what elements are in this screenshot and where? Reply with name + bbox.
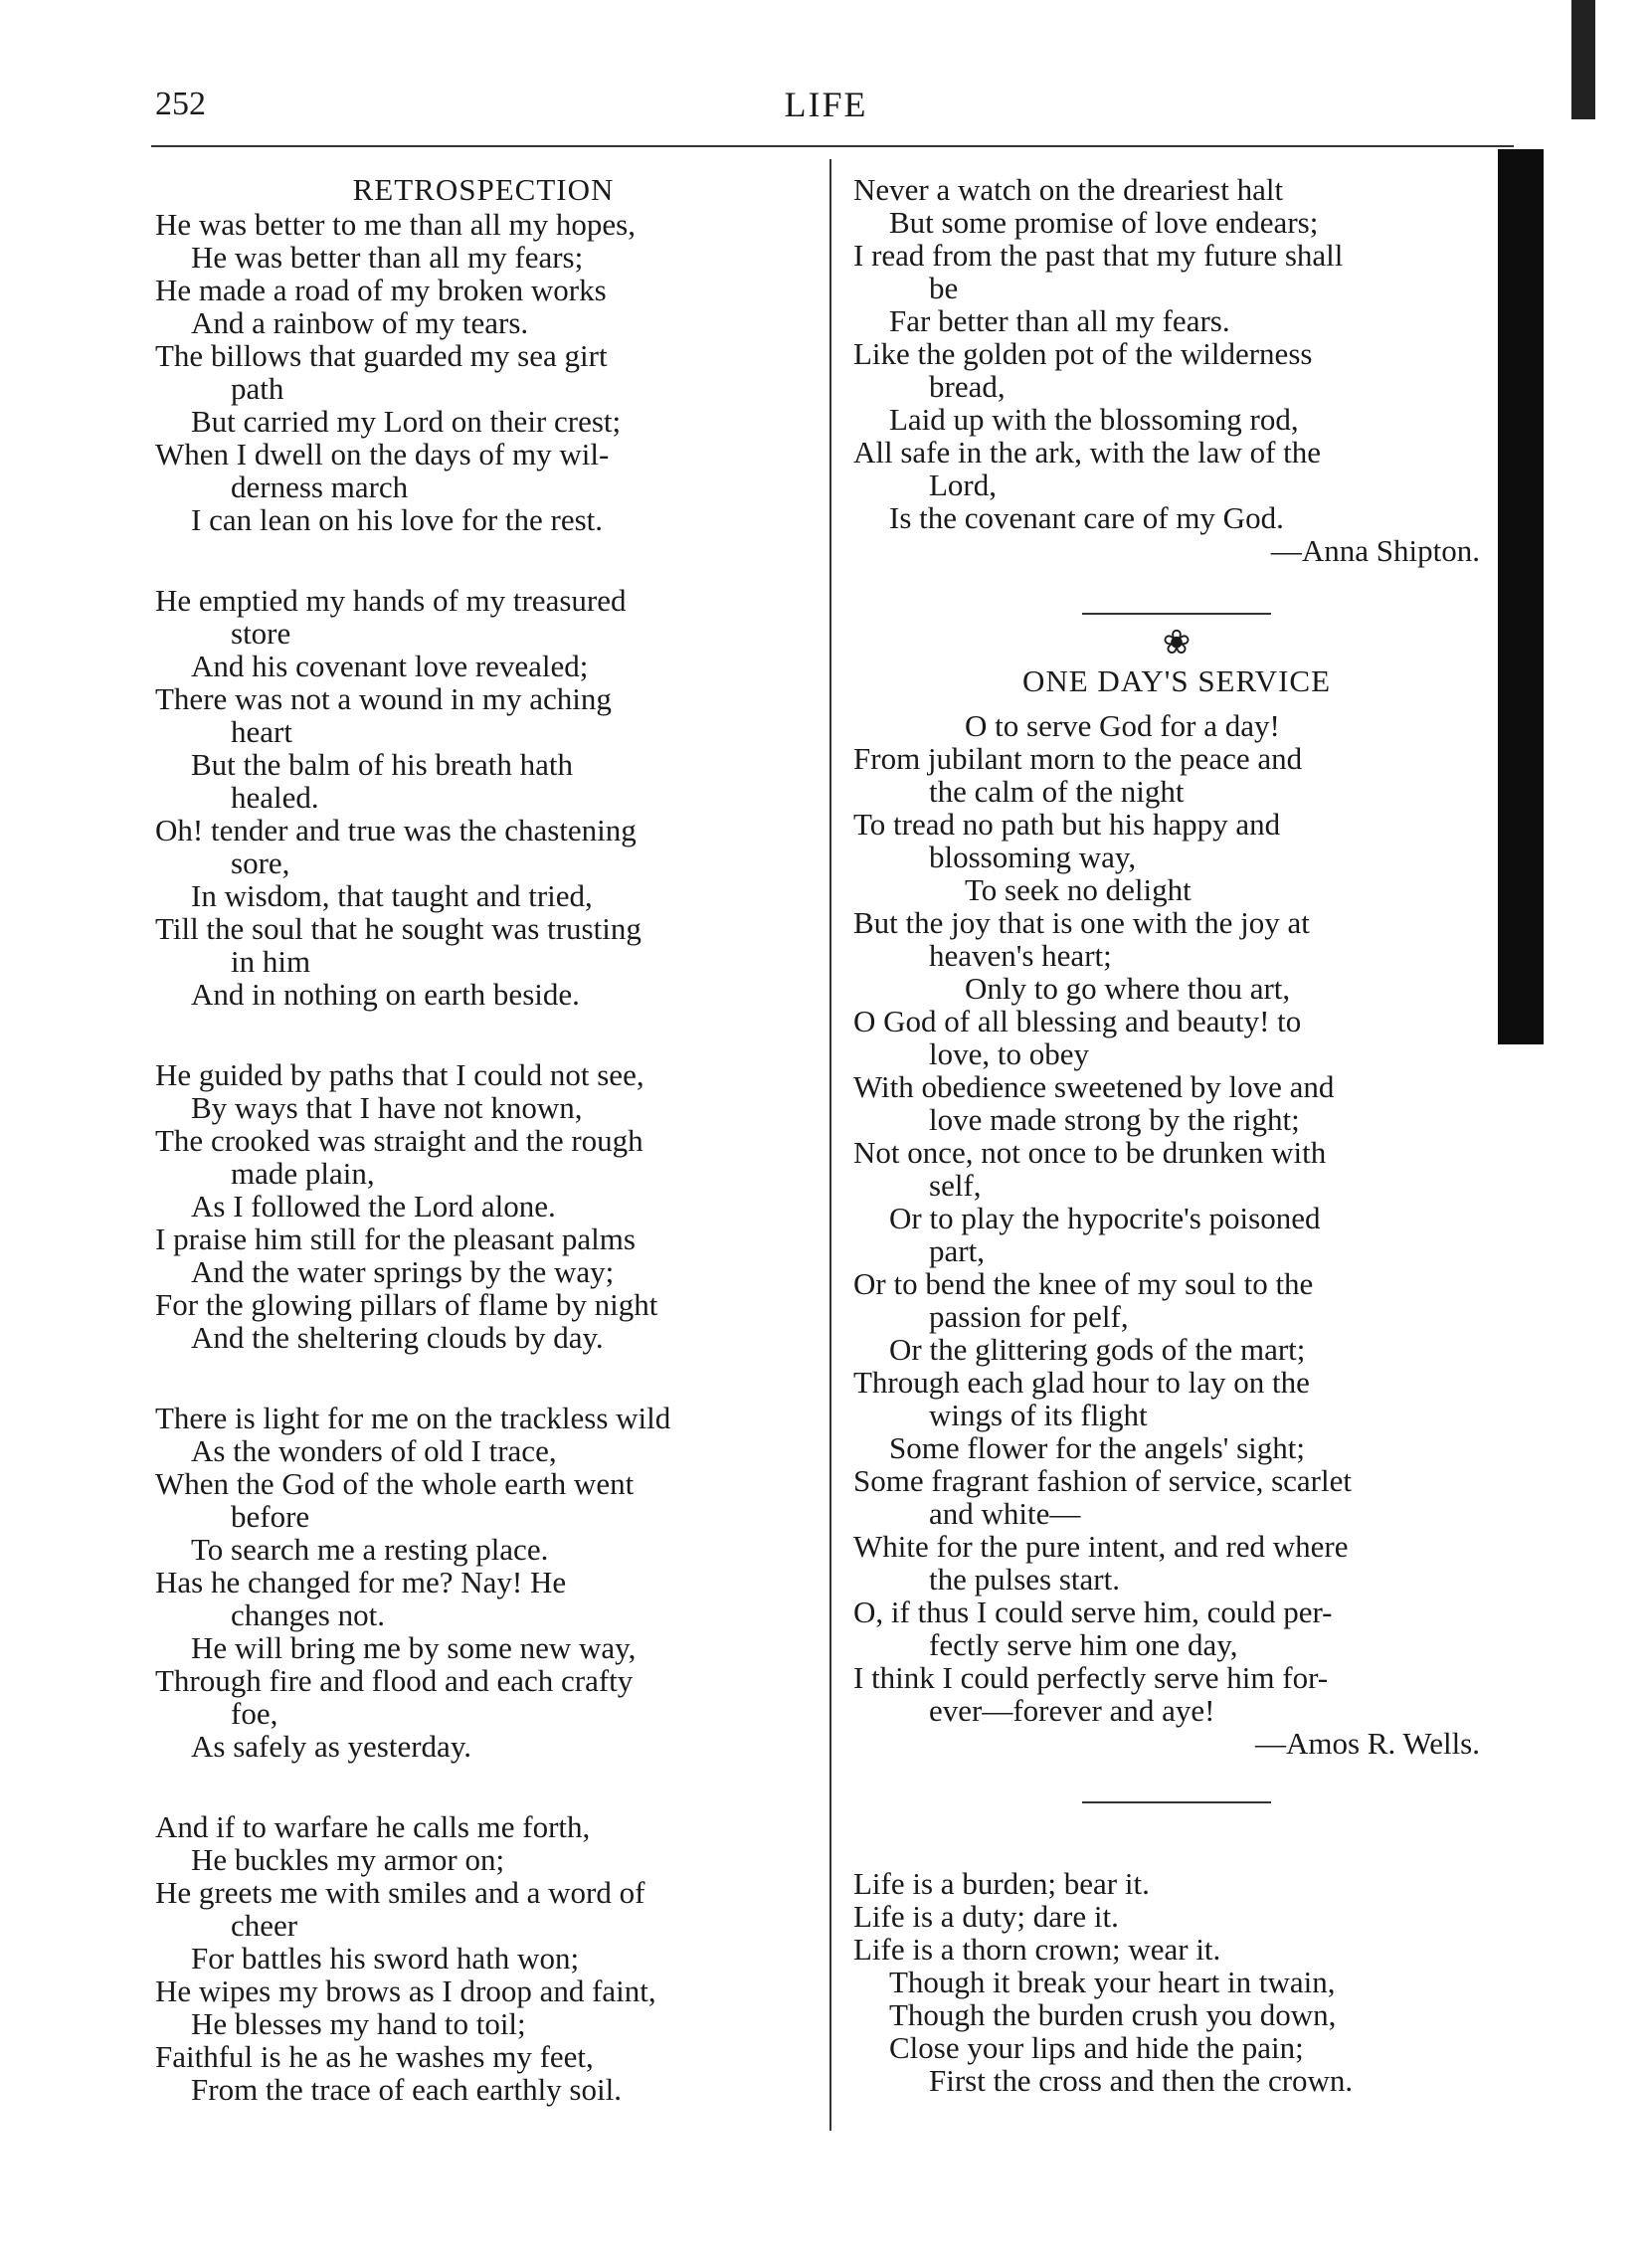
poem-line: I can lean on his love for the rest.	[191, 502, 604, 537]
poem-line: Life is a burden; bear it.	[853, 1866, 1150, 1901]
one-days-service-lines	[853, 709, 1500, 1727]
poem-line: wings of its flight	[929, 1398, 1148, 1432]
poem-line: He made a road of my broken works	[155, 273, 607, 307]
poem-line: O, if thus I could serve him, could per-	[853, 1595, 1333, 1629]
poem-line: Though the burden crush you down,	[889, 1997, 1337, 2032]
poem-line: Or to play the hypocrite's poisoned	[889, 1201, 1321, 1235]
poem-line: the calm of the night	[929, 774, 1185, 809]
poem-line: The crooked was straight and the rough	[155, 1123, 643, 1158]
poem-line: part,	[929, 1233, 985, 1268]
stanza	[155, 208, 812, 536]
author-anna-shipton: —Anna Shipton.	[1270, 533, 1480, 568]
poem-line: path	[231, 371, 284, 406]
poem-line: And his covenant love revealed;	[191, 649, 589, 683]
poem-line: Though it break your heart in twain,	[889, 1965, 1336, 1999]
running-title: LIFE	[784, 85, 868, 124]
poem-line: Like the golden pot of the wilderness	[853, 336, 1313, 371]
author-amos-wells: —Amos R. Wells.	[1254, 1726, 1480, 1761]
poem-line: Till the soul that he sought was trusting	[155, 911, 642, 946]
stanza	[155, 1810, 812, 2106]
poem-line: And if to warfare he calls me forth,	[155, 1809, 591, 1844]
poem-line: He blesses my hand to toil;	[191, 2006, 526, 2041]
poem-line: Oh! tender and true was the chastening	[155, 813, 637, 847]
poem-line: I read from the past that my future shall	[853, 238, 1344, 273]
poem-line: When the God of the whole earth went	[155, 1466, 635, 1501]
poem-line: To tread no path but his happy and	[853, 807, 1281, 842]
poem-line: before	[231, 1499, 310, 1534]
poem-line: healed.	[231, 780, 319, 815]
stanza	[155, 1402, 812, 1763]
poem-line: The billows that guarded my sea girt	[155, 338, 608, 373]
section-separator	[1082, 613, 1271, 615]
poem-line: As the wonders of old I trace,	[191, 1433, 557, 1468]
poem-line: He was better than all my fears;	[191, 240, 584, 275]
poem-line: Only to go where thou art,	[965, 971, 1291, 1006]
poem-line: First the cross and then the crown.	[929, 2063, 1354, 2098]
poem-line: in him	[231, 944, 311, 979]
poem-line: And in nothing on earth beside.	[191, 977, 580, 1012]
poem-line: For the glowing pillars of flame by night	[155, 1287, 658, 1322]
poem-line: Life is a thorn crown; wear it.	[853, 1932, 1221, 1967]
poem-line: Is the covenant care of my God.	[889, 500, 1284, 535]
poem-line: Never a watch on the dreariest halt	[853, 172, 1284, 207]
poem-line: But some promise of love endears;	[889, 205, 1319, 240]
poem-line: All safe in the ark, with the law of the	[853, 435, 1322, 470]
poem-line: Has he changed for me? Nay! He	[155, 1565, 567, 1599]
header-rule	[151, 145, 1514, 147]
page-number: 252	[155, 86, 206, 122]
poem-title-one-days-service: ONE DAY'S SERVICE	[1021, 663, 1332, 698]
poem-line: He will bring me by some new way,	[191, 1630, 637, 1665]
poem-line: But carried my Lord on their crest;	[191, 404, 622, 439]
poem-line: Laid up with the blossoming rod,	[889, 402, 1299, 437]
poem-line: bread,	[929, 369, 1006, 404]
poem-line: And a rainbow of my tears.	[191, 305, 529, 340]
poem-line: I think I could perfectly serve him for-	[853, 1660, 1329, 1695]
poem-line: store	[231, 616, 291, 651]
poem-line: He greets me with smiles and a word of	[155, 1875, 645, 1910]
poem-line: Faithful is he as he washes my feet,	[155, 2039, 594, 2074]
poem-line: love made strong by the right;	[929, 1102, 1300, 1137]
poem-line: From jubilant morn to the peace and	[853, 741, 1303, 776]
life-is-a-burden-lines	[853, 1867, 1500, 2097]
poem-line: heaven's heart;	[929, 938, 1112, 973]
poem-line: Through each glad hour to lay on the	[853, 1365, 1310, 1400]
poem-line: Or the glittering gods of the mart;	[889, 1332, 1306, 1367]
column-divider	[829, 159, 831, 2131]
ornament-icon: ❀	[1162, 625, 1192, 661]
poem-line: blossoming way,	[929, 840, 1137, 874]
poem-line: He wipes my brows as I droop and faint,	[155, 1974, 656, 2008]
poem-line: With obedience sweetened by love and	[853, 1069, 1335, 1104]
poem-line: He guided by paths that I could not see,	[155, 1057, 644, 1092]
poem-line: By ways that I have not known,	[191, 1090, 583, 1125]
poem-line: love, to obey	[929, 1036, 1089, 1071]
poem-line: foe,	[231, 1696, 278, 1731]
poem-line: To search me a resting place.	[191, 1532, 549, 1567]
poem-line: From the trace of each earthly soil.	[191, 2072, 622, 2107]
poem-line: cheer	[231, 1908, 298, 1943]
stanza	[155, 584, 812, 1011]
poem-line: Or to bend the knee of my soul to the	[853, 1266, 1314, 1301]
poem-line: Some fragrant fashion of service, scarlet	[853, 1463, 1352, 1498]
poem-title-retrospection: RETROSPECTION	[352, 172, 615, 207]
poem-line: As safely as yesterday.	[191, 1729, 472, 1764]
poem-line: But the joy that is one with the joy at	[853, 905, 1310, 940]
retrospection-continuation	[853, 173, 1500, 534]
poem-line: fectly serve him one day,	[929, 1627, 1238, 1662]
poem-line: He emptied my hands of my treasured	[155, 583, 627, 618]
left-column	[155, 173, 812, 2154]
poem-line: He was better to me than all my hopes,	[155, 207, 636, 242]
poem-line: He buckles my armor on;	[191, 1842, 505, 1877]
retrospection-stanzas	[155, 208, 812, 2106]
poem-line: Some flower for the angels' sight;	[889, 1430, 1305, 1465]
poem-line: And the sheltering clouds by day.	[191, 1320, 604, 1355]
poem-line: sore,	[231, 846, 290, 880]
poem-line: and white—	[929, 1496, 1081, 1531]
poem-line: Through fire and flood and each crafty	[155, 1663, 634, 1698]
poem-line: There is light for me on the trackless wild	[155, 1401, 671, 1435]
poem-line: There was not a wound in my aching	[155, 681, 612, 716]
poem-line: But the balm of his breath hath	[191, 747, 573, 782]
poem-line: Close your lips and hide the pain;	[889, 2030, 1304, 2065]
poem-line: Life is a duty; dare it.	[853, 1899, 1119, 1934]
poem-line: ever—forever and aye!	[929, 1693, 1215, 1728]
poem-line: Not once, not once to be drunken with	[853, 1135, 1327, 1170]
poem-line: derness march	[231, 470, 409, 504]
poem-line: O God of all blessing and beauty! to	[853, 1004, 1302, 1038]
section-separator-2	[1082, 1801, 1271, 1803]
poem-line: When I dwell on the days of my wil-	[155, 437, 610, 471]
poem-line: Far better than all my fears.	[889, 303, 1230, 338]
poem-line: passion for pelf,	[929, 1299, 1129, 1334]
poem-line: In wisdom, that taught and tried,	[191, 878, 593, 913]
poem-line: Lord,	[929, 468, 998, 502]
poem-line: the pulses start.	[929, 1562, 1120, 1597]
poem-line: self,	[929, 1168, 982, 1203]
poem-line: heart	[231, 714, 292, 749]
right-column	[853, 173, 1500, 2097]
poem-line: White for the pure intent, and red where	[853, 1529, 1349, 1564]
poem-line: To seek no delight	[965, 872, 1192, 907]
poem-line: made plain,	[231, 1156, 375, 1191]
poem-line: As I followed the Lord alone.	[191, 1189, 556, 1223]
poem-line: And the water springs by the way;	[191, 1254, 615, 1289]
poem-line: O to serve God for a day!	[965, 708, 1280, 743]
scan-binding-shadow	[1498, 149, 1544, 1044]
poem-line: changes not.	[231, 1598, 385, 1632]
poem-line: be	[929, 271, 959, 305]
poem-line: For battles his sword hath won;	[191, 1941, 580, 1975]
poem-line: I praise him still for the pleasant palms	[155, 1222, 636, 1256]
stanza	[155, 1058, 812, 1354]
